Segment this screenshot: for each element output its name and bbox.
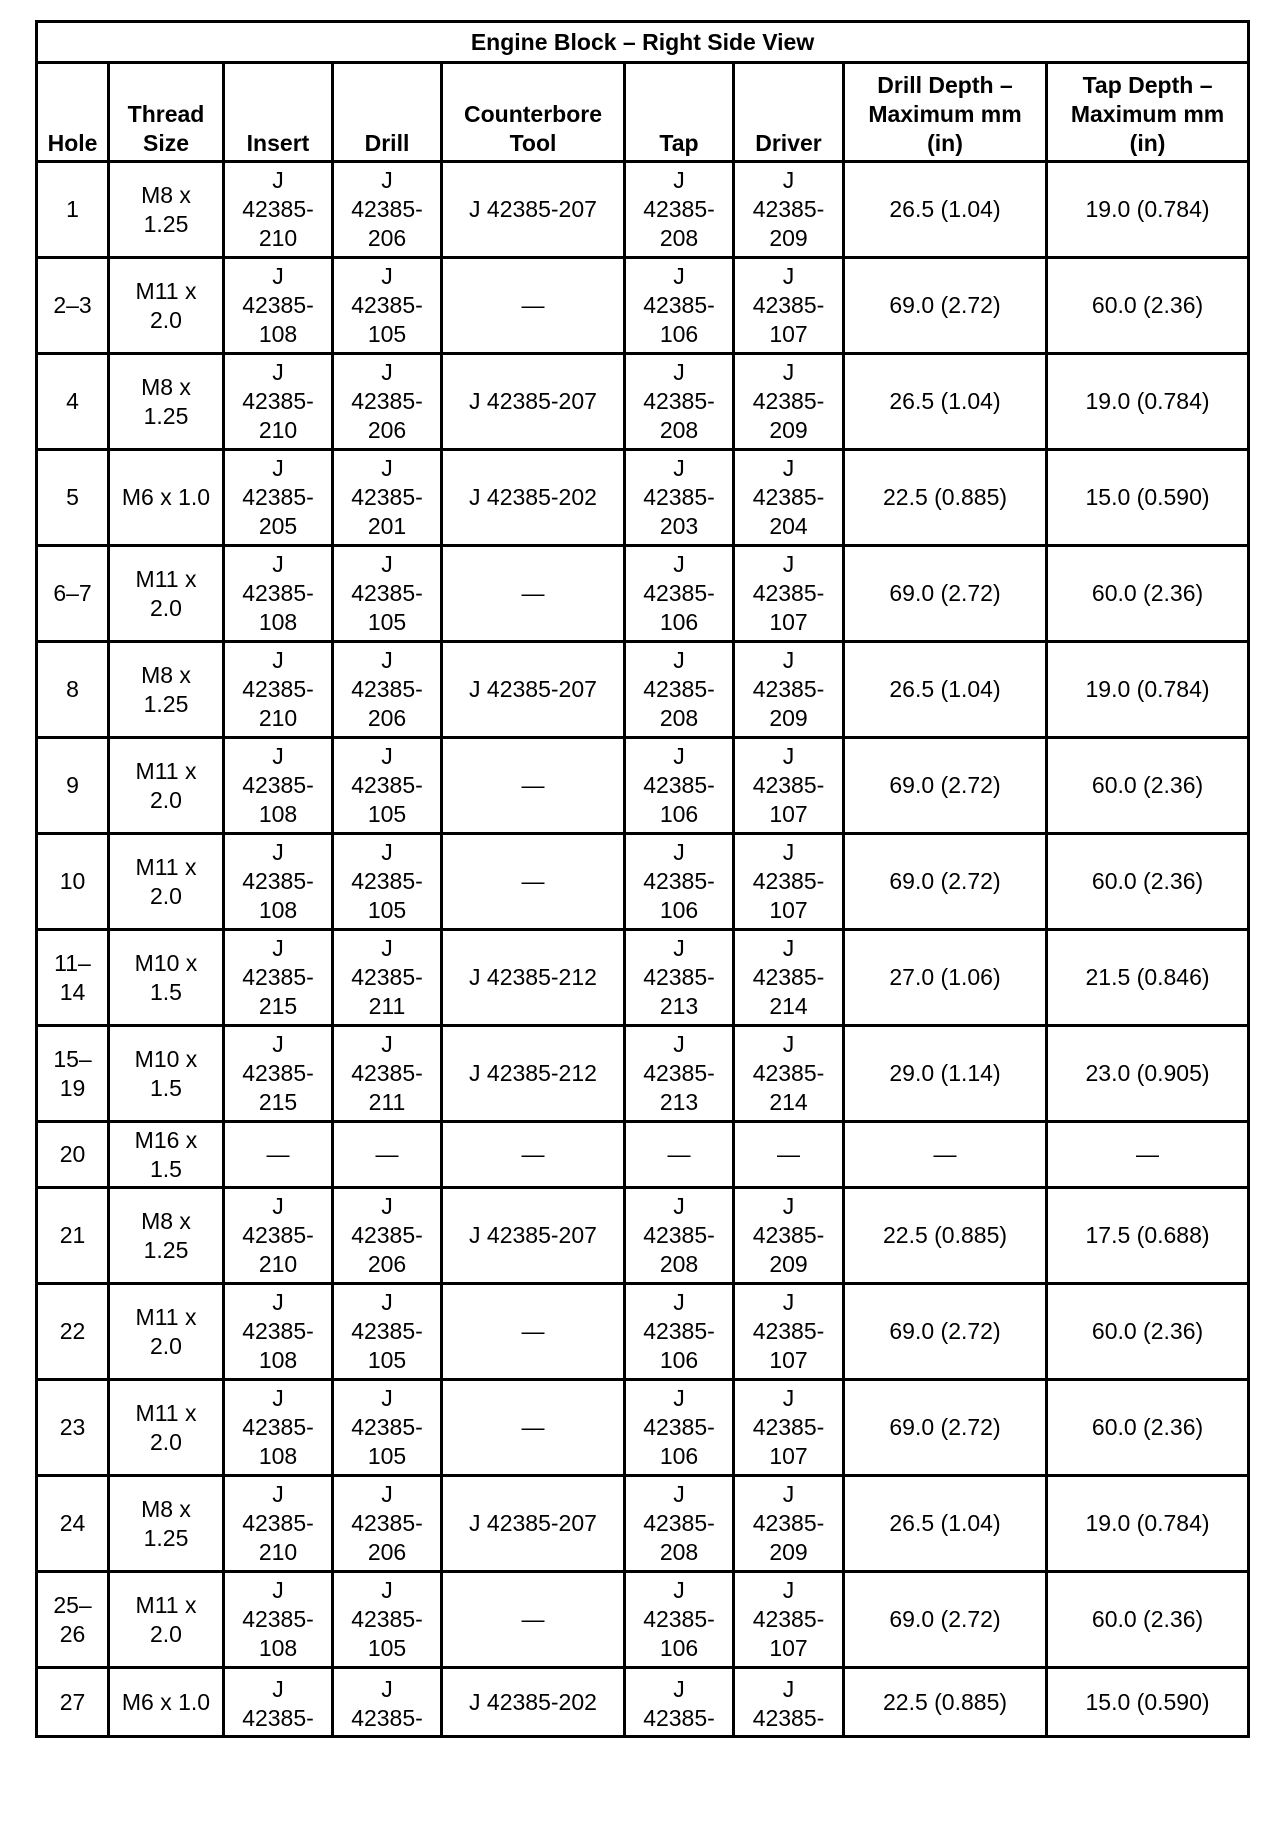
cell-tap: J 42385- 208: [625, 642, 734, 738]
table-row: [37, 1284, 1249, 1380]
table-row: [37, 354, 1249, 450]
table-title: Engine Block – Right Side View: [37, 22, 1249, 63]
cell-tap-depth: 60.0 (2.36): [1047, 1380, 1249, 1476]
cell-hole: 1: [37, 162, 109, 258]
cell-insert: J 42385- 108: [224, 258, 333, 354]
cell-counterbore-tool: —: [442, 1380, 625, 1476]
cell-driver: J 42385- 209: [734, 354, 844, 450]
cell-hole: 20: [37, 1122, 109, 1188]
cell-drill-depth: 26.5 (1.04): [844, 642, 1047, 738]
table-title-row: [37, 22, 1249, 63]
cell-driver: J 42385- 107: [734, 1284, 844, 1380]
cell-thread-size: M11 x 2.0: [109, 738, 224, 834]
cell-tap-depth: 19.0 (0.784): [1047, 642, 1249, 738]
cell-drill-depth: 22.5 (0.885): [844, 450, 1047, 546]
cell-counterbore-tool: J 42385-207: [442, 162, 625, 258]
table-row: [37, 738, 1249, 834]
header-counterbore-tool: Counterbore Tool: [442, 63, 625, 162]
cell-drill-depth: 69.0 (2.72): [844, 1380, 1047, 1476]
cell-tap: J 42385- 203: [625, 450, 734, 546]
cell-hole: 11– 14: [37, 930, 109, 1026]
cell-drill-depth: 69.0 (2.72): [844, 834, 1047, 930]
header-insert: Insert: [224, 63, 333, 162]
cell-drill: —: [333, 1122, 442, 1188]
cell-driver: J 42385- 107: [734, 834, 844, 930]
table-row: [37, 546, 1249, 642]
cell-drill: J 42385- 105: [333, 546, 442, 642]
table-row: [37, 930, 1249, 1026]
cell-tap: J 42385- 106: [625, 546, 734, 642]
cell-tap-depth: 60.0 (2.36): [1047, 1284, 1249, 1380]
cell-hole: 22: [37, 1284, 109, 1380]
cell-counterbore-tool: —: [442, 1572, 625, 1668]
cell-drill: J 42385- 201: [333, 450, 442, 546]
cell-tap-depth: 15.0 (0.590): [1047, 450, 1249, 546]
cell-drill: J 42385- 206: [333, 1476, 442, 1572]
cell-insert: J 42385- 210: [224, 354, 333, 450]
table-row: [37, 834, 1249, 930]
cell-hole: 8: [37, 642, 109, 738]
cell-counterbore-tool: J 42385-207: [442, 1476, 625, 1572]
cell-insert: J 42385- 215: [224, 1026, 333, 1122]
cell-driver: J 42385- 107: [734, 258, 844, 354]
cell-thread-size: M10 x 1.5: [109, 930, 224, 1026]
cell-driver: J 42385- 209: [734, 1476, 844, 1572]
cell-tap: J 42385- 208: [625, 162, 734, 258]
cell-drill: J 42385- 105: [333, 1284, 442, 1380]
cell-driver: J 42385- 209: [734, 162, 844, 258]
cell-insert: J 42385- 108: [224, 546, 333, 642]
cell-thread-size: M16 x 1.5: [109, 1122, 224, 1188]
cell-insert: J 42385- 210: [224, 162, 333, 258]
cell-tap-depth: 21.5 (0.846): [1047, 930, 1249, 1026]
cell-thread-size: M8 x 1.25: [109, 162, 224, 258]
cell-tap: J 42385- 106: [625, 1380, 734, 1476]
cell-hole: 24: [37, 1476, 109, 1572]
header-tap-depth: Tap Depth – Maximum mm (in): [1047, 63, 1249, 162]
cell-driver: J 42385- 204: [734, 450, 844, 546]
cell-counterbore-tool: J 42385-212: [442, 930, 625, 1026]
cell-tap-depth: 19.0 (0.784): [1047, 1476, 1249, 1572]
cell-driver: J 42385-: [734, 1668, 844, 1737]
table-body: [37, 162, 1249, 1737]
cell-counterbore-tool: J 42385-202: [442, 1668, 625, 1737]
cell-insert: J 42385- 210: [224, 1188, 333, 1284]
cell-thread-size: M8 x 1.25: [109, 1188, 224, 1284]
cell-thread-size: M11 x 2.0: [109, 1380, 224, 1476]
cell-drill-depth: 69.0 (2.72): [844, 738, 1047, 834]
cell-driver: J 42385- 107: [734, 1572, 844, 1668]
cell-insert: J 42385- 210: [224, 1476, 333, 1572]
cell-counterbore-tool: J 42385-202: [442, 450, 625, 546]
cell-tap: J 42385-: [625, 1668, 734, 1737]
cell-drill: J 42385- 206: [333, 1188, 442, 1284]
cell-counterbore-tool: —: [442, 834, 625, 930]
cell-insert: J 42385- 215: [224, 930, 333, 1026]
cell-thread-size: M8 x 1.25: [109, 1476, 224, 1572]
cell-thread-size: M6 x 1.0: [109, 450, 224, 546]
cell-drill-depth: 29.0 (1.14): [844, 1026, 1047, 1122]
cell-insert: —: [224, 1122, 333, 1188]
header-tap: Tap: [625, 63, 734, 162]
table-header-row: [37, 63, 1249, 162]
cell-tap-depth: 17.5 (0.688): [1047, 1188, 1249, 1284]
cell-thread-size: M11 x 2.0: [109, 1572, 224, 1668]
cell-hole: 27: [37, 1668, 109, 1737]
cell-counterbore-tool: —: [442, 1284, 625, 1380]
cell-insert: J 42385- 108: [224, 834, 333, 930]
cell-insert: J 42385- 108: [224, 1572, 333, 1668]
cell-tap-depth: 60.0 (2.36): [1047, 834, 1249, 930]
cell-tap: J 42385- 106: [625, 1284, 734, 1380]
table-row: [37, 1572, 1249, 1668]
header-hole: Hole: [37, 63, 109, 162]
table-container: [35, 20, 1247, 1738]
cell-counterbore-tool: —: [442, 738, 625, 834]
cell-insert: J 42385- 108: [224, 738, 333, 834]
cell-tap-depth: —: [1047, 1122, 1249, 1188]
cell-drill: J 42385- 105: [333, 834, 442, 930]
table-row: [37, 642, 1249, 738]
table-row: [37, 1188, 1249, 1284]
cell-driver: —: [734, 1122, 844, 1188]
table-row: [37, 1026, 1249, 1122]
cell-hole: 5: [37, 450, 109, 546]
cell-drill: J 42385- 206: [333, 642, 442, 738]
cell-hole: 15– 19: [37, 1026, 109, 1122]
cell-tap: J 42385- 106: [625, 258, 734, 354]
cell-hole: 6–7: [37, 546, 109, 642]
cell-insert: J 42385- 205: [224, 450, 333, 546]
table-row: [37, 1476, 1249, 1572]
header-drill: Drill: [333, 63, 442, 162]
cell-drill: J 42385- 211: [333, 1026, 442, 1122]
cell-tap-depth: 19.0 (0.784): [1047, 162, 1249, 258]
cell-counterbore-tool: —: [442, 1122, 625, 1188]
cell-counterbore-tool: J 42385-212: [442, 1026, 625, 1122]
cell-drill: J 42385- 105: [333, 258, 442, 354]
cell-tap: J 42385- 208: [625, 1476, 734, 1572]
cell-thread-size: M11 x 2.0: [109, 834, 224, 930]
header-driver: Driver: [734, 63, 844, 162]
cell-drill-depth: 26.5 (1.04): [844, 1476, 1047, 1572]
cell-tap: —: [625, 1122, 734, 1188]
cell-driver: J 42385- 209: [734, 1188, 844, 1284]
cell-drill: J 42385- 211: [333, 930, 442, 1026]
cell-hole: 10: [37, 834, 109, 930]
cell-tap: J 42385- 208: [625, 1188, 734, 1284]
header-drill-depth: Drill Depth – Maximum mm (in): [844, 63, 1047, 162]
cell-thread-size: M6 x 1.0: [109, 1668, 224, 1737]
cell-drill-depth: 22.5 (0.885): [844, 1188, 1047, 1284]
cell-hole: 21: [37, 1188, 109, 1284]
cell-insert: J 42385- 108: [224, 1284, 333, 1380]
cell-tap-depth: 19.0 (0.784): [1047, 354, 1249, 450]
cell-drill-depth: 26.5 (1.04): [844, 162, 1047, 258]
cell-tap-depth: 60.0 (2.36): [1047, 738, 1249, 834]
table-row: [37, 258, 1249, 354]
cell-driver: J 42385- 214: [734, 930, 844, 1026]
cell-driver: J 42385- 107: [734, 738, 844, 834]
cell-hole: 4: [37, 354, 109, 450]
cell-insert: J 42385-: [224, 1668, 333, 1737]
cell-thread-size: M11 x 2.0: [109, 1284, 224, 1380]
table-row: [37, 162, 1249, 258]
cell-counterbore-tool: —: [442, 258, 625, 354]
cell-drill-depth: 22.5 (0.885): [844, 1668, 1047, 1737]
cell-counterbore-tool: J 42385-207: [442, 354, 625, 450]
cell-drill: J 42385- 206: [333, 162, 442, 258]
cell-drill: J 42385- 105: [333, 1380, 442, 1476]
cell-drill-depth: 69.0 (2.72): [844, 1284, 1047, 1380]
cell-tap: J 42385- 106: [625, 738, 734, 834]
cell-counterbore-tool: —: [442, 546, 625, 642]
cell-tap-depth: 15.0 (0.590): [1047, 1668, 1249, 1737]
cell-tap: J 42385- 213: [625, 930, 734, 1026]
table-row: [37, 1668, 1249, 1737]
cell-hole: 23: [37, 1380, 109, 1476]
cell-drill-depth: 69.0 (2.72): [844, 546, 1047, 642]
cell-hole: 25– 26: [37, 1572, 109, 1668]
cell-drill: J 42385- 105: [333, 738, 442, 834]
header-thread-size: Thread Size: [109, 63, 224, 162]
cell-hole: 2–3: [37, 258, 109, 354]
cell-thread-size: M10 x 1.5: [109, 1026, 224, 1122]
cell-tap-depth: 23.0 (0.905): [1047, 1026, 1249, 1122]
cell-tap: J 42385- 208: [625, 354, 734, 450]
cell-driver: J 42385- 209: [734, 642, 844, 738]
cell-tap-depth: 60.0 (2.36): [1047, 1572, 1249, 1668]
table-row: [37, 1122, 1249, 1188]
cell-drill: J 42385- 206: [333, 354, 442, 450]
cell-drill-depth: 27.0 (1.06): [844, 930, 1047, 1026]
cell-tap-depth: 60.0 (2.36): [1047, 258, 1249, 354]
table-row: [37, 1380, 1249, 1476]
cell-drill: J 42385- 105: [333, 1572, 442, 1668]
cell-thread-size: M11 x 2.0: [109, 258, 224, 354]
engine-block-table: [35, 20, 1250, 1738]
cell-drill: J 42385-: [333, 1668, 442, 1737]
cell-thread-size: M8 x 1.25: [109, 354, 224, 450]
cell-hole: 9: [37, 738, 109, 834]
table-row: [37, 450, 1249, 546]
cell-thread-size: M8 x 1.25: [109, 642, 224, 738]
cell-tap: J 42385- 213: [625, 1026, 734, 1122]
cell-drill-depth: 69.0 (2.72): [844, 1572, 1047, 1668]
cell-driver: J 42385- 214: [734, 1026, 844, 1122]
cell-tap: J 42385- 106: [625, 1572, 734, 1668]
cell-insert: J 42385- 210: [224, 642, 333, 738]
cell-tap-depth: 60.0 (2.36): [1047, 546, 1249, 642]
cell-counterbore-tool: J 42385-207: [442, 642, 625, 738]
cell-drill-depth: 69.0 (2.72): [844, 258, 1047, 354]
cell-drill-depth: 26.5 (1.04): [844, 354, 1047, 450]
cell-tap: J 42385- 106: [625, 834, 734, 930]
cell-insert: J 42385- 108: [224, 1380, 333, 1476]
cell-driver: J 42385- 107: [734, 546, 844, 642]
cell-driver: J 42385- 107: [734, 1380, 844, 1476]
cell-counterbore-tool: J 42385-207: [442, 1188, 625, 1284]
cell-drill-depth: —: [844, 1122, 1047, 1188]
cell-thread-size: M11 x 2.0: [109, 546, 224, 642]
